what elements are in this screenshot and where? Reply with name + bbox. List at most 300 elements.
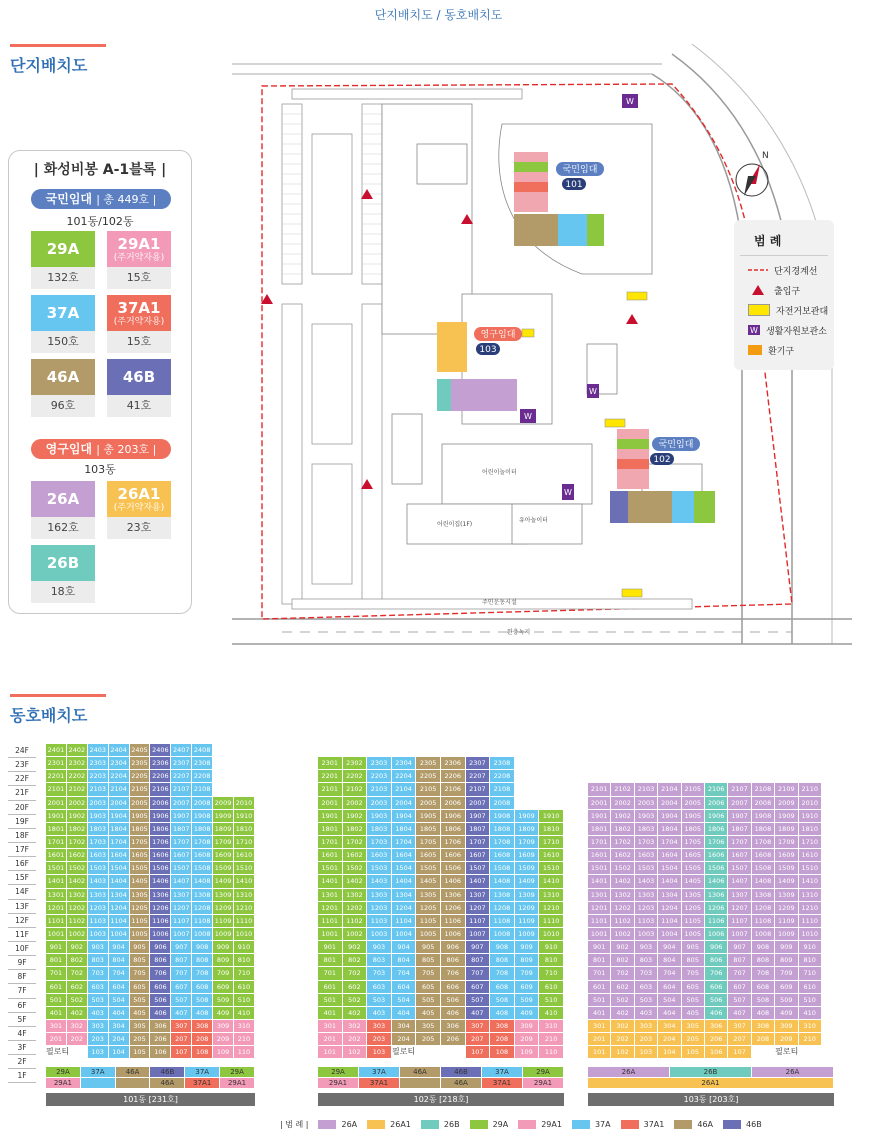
- unit-103-13-2: 1302: [611, 889, 634, 902]
- svg-text:영구임대: 영구임대: [480, 330, 516, 340]
- unit-103-15-1: 1501: [588, 862, 611, 875]
- unit-103-15-9: 1509: [775, 862, 798, 875]
- unit-102-15-2: 1502: [343, 862, 368, 875]
- legend-type-label: 46B: [746, 1120, 762, 1129]
- unit-102-22-4: 2204: [392, 770, 417, 783]
- unit-102-21-8: 2108: [490, 783, 515, 796]
- unit-102-16-5: 1605: [416, 849, 441, 862]
- pilotis-cell: 필로티: [775, 1046, 798, 1059]
- unit-103-21-9: 2109: [775, 783, 798, 796]
- unit-102-4-8: 408: [490, 1007, 515, 1020]
- type-bar-segment: 37A1: [185, 1078, 220, 1088]
- unit-102-3-7: 307: [466, 1020, 491, 1033]
- legend-type-label: 26A1: [390, 1120, 411, 1129]
- unit-102-23-2: 2302: [343, 757, 368, 770]
- floor-label: 20F: [8, 801, 36, 815]
- unit-102-11-1: 1101: [318, 915, 343, 928]
- unit-101-8-9: 809: [213, 954, 234, 967]
- unit-101-11-9: 1109: [213, 915, 234, 928]
- unit-102-17-7: 1707: [466, 836, 491, 849]
- unit-101-1-3: 103: [88, 1046, 109, 1059]
- unit-101-15-2: 1502: [67, 862, 88, 875]
- unit-101-4-6: 406: [150, 1007, 171, 1020]
- unit-101-2-6: 206: [150, 1033, 171, 1046]
- empty-cell: [539, 757, 564, 770]
- bike-icon: [748, 304, 770, 316]
- unit-102-10-6: 1006: [441, 928, 466, 941]
- unit-101-17-6: 1706: [150, 836, 171, 849]
- empty-cell: [515, 797, 540, 810]
- type-bar-segment: 29A: [523, 1067, 564, 1077]
- unit-103-21-8: 2108: [752, 783, 775, 796]
- unit-101-12-4: 1204: [109, 902, 130, 915]
- unit-103-1-1: 101: [588, 1046, 611, 1059]
- unit-103-16-3: 1603: [635, 849, 658, 862]
- unit-101-18-3: 1803: [88, 823, 109, 836]
- unit-101-3-2: 302: [67, 1020, 88, 1033]
- unit-102-16-4: 1604: [392, 849, 417, 862]
- unit-101-14-1: 1401: [46, 875, 67, 888]
- unit-102-1-9: 109: [515, 1046, 540, 1059]
- unit-102-21-3: 2103: [367, 783, 392, 796]
- unit-102-6-3: 603: [367, 981, 392, 994]
- unit-103-13-1: 1301: [588, 889, 611, 902]
- unit-101-11-1: 1101: [46, 915, 67, 928]
- unit-102-8-6: 806: [441, 954, 466, 967]
- unit-103-13-5: 1305: [682, 889, 705, 902]
- unit-102-1-7: 107: [466, 1046, 491, 1059]
- svg-text:103: 103: [479, 345, 497, 355]
- unit-101-5-4: 504: [109, 994, 130, 1007]
- unit-101-22-4: 2204: [109, 770, 130, 783]
- unit-103-17-7: 1707: [728, 836, 751, 849]
- unit-103-5-6: 506: [705, 994, 728, 1007]
- unit-103-4-7: 407: [728, 1007, 751, 1020]
- unit-102-7-4: 704: [392, 967, 417, 980]
- unit-103-1-3: 103: [635, 1046, 658, 1059]
- floor-label: 10F: [8, 942, 36, 956]
- unit-102-16-3: 1603: [367, 849, 392, 862]
- unit-102-10-3: 1003: [367, 928, 392, 941]
- unit-102-11-6: 1106: [441, 915, 466, 928]
- unit-102-16-8: 1608: [490, 849, 515, 862]
- unit-101-8-8: 808: [192, 954, 213, 967]
- type-count: 23호: [107, 517, 171, 539]
- unit-103-20-1: 2001: [588, 797, 611, 810]
- unit-101-18-2: 1802: [67, 823, 88, 836]
- unit-102-15-5: 1505: [416, 862, 441, 875]
- unit-101-16-2: 1602: [67, 849, 88, 862]
- unit-102-1-10: 110: [539, 1046, 564, 1059]
- unit-101-9-10: 910: [234, 941, 255, 954]
- unit-103-16-2: 1602: [611, 849, 634, 862]
- unit-102-4-3: 403: [367, 1007, 392, 1020]
- unit-101-16-8: 1608: [192, 849, 213, 862]
- unit-102-17-3: 1703: [367, 836, 392, 849]
- unit-103-11-7: 1107: [728, 915, 751, 928]
- unit-102-1-8: 108: [490, 1046, 515, 1059]
- unit-102-23-1: 2301: [318, 757, 343, 770]
- unit-101-17-1: 1701: [46, 836, 67, 849]
- unit-103-16-7: 1607: [728, 849, 751, 862]
- unit-101-14-10: 1410: [234, 875, 255, 888]
- unit-102-5-3: 503: [367, 994, 392, 1007]
- unit-102-15-1: 1501: [318, 862, 343, 875]
- type-bar-segment: 26A: [588, 1067, 670, 1077]
- unit-101-16-4: 1604: [109, 849, 130, 862]
- unit-101-8-4: 804: [109, 954, 130, 967]
- unit-type-summary-panel: [8, 150, 192, 614]
- unit-102-13-4: 1304: [392, 889, 417, 902]
- unit-102-19-5: 1905: [416, 810, 441, 823]
- unit-103-20-10: 2010: [799, 797, 822, 810]
- unit-103-10-9: 1009: [775, 928, 798, 941]
- unit-103-11-4: 1104: [658, 915, 681, 928]
- building-101-grid: [46, 744, 255, 1059]
- unit-103-21-3: 2103: [635, 783, 658, 796]
- unit-102-22-7: 2207: [466, 770, 491, 783]
- unit-103-1-6: 106: [705, 1046, 728, 1059]
- unit-101-12-5: 1205: [130, 902, 151, 915]
- unit-101-17-7: 1707: [171, 836, 192, 849]
- unit-101-4-9: 409: [213, 1007, 234, 1020]
- unit-101-15-8: 1508: [192, 862, 213, 875]
- unit-101-13-7: 1307: [171, 889, 192, 902]
- unit-101-2-5: 205: [130, 1033, 151, 1046]
- svg-text:W: W: [589, 387, 597, 396]
- unit-101-17-5: 1705: [130, 836, 151, 849]
- recycling-icon: W: [748, 325, 760, 335]
- unit-101-1-5: 105: [130, 1046, 151, 1059]
- unit-102-21-2: 2102: [343, 783, 368, 796]
- unit-102-7-7: 707: [466, 967, 491, 980]
- unit-102-16-9: 1609: [515, 849, 540, 862]
- unit-101-10-4: 1004: [109, 928, 130, 941]
- unit-103-15-4: 1504: [658, 862, 681, 875]
- unit-102-5-6: 506: [441, 994, 466, 1007]
- legend-swatch: [470, 1120, 488, 1129]
- type-count: 132호: [31, 267, 95, 289]
- unit-101-24-7: 2407: [171, 744, 192, 757]
- empty-cell: [213, 744, 234, 757]
- unit-101-10-8: 1008: [192, 928, 213, 941]
- unit-103-4-3: 403: [635, 1007, 658, 1020]
- unit-102-8-10: 810: [539, 954, 564, 967]
- type-card-46a: [31, 359, 95, 417]
- unit-101-20-7: 2007: [171, 797, 192, 810]
- unit-103-6-3: 603: [635, 981, 658, 994]
- unit-101-5-6: 506: [150, 994, 171, 1007]
- unit-103-18-7: 1807: [728, 823, 751, 836]
- unit-102-23-3: 2303: [367, 757, 392, 770]
- unit-101-13-1: 1301: [46, 889, 67, 902]
- unit-101-11-5: 1105: [130, 915, 151, 928]
- floor-label: 16F: [8, 857, 36, 871]
- unit-101-1-4: 104: [109, 1046, 130, 1059]
- unit-102-8-9: 809: [515, 954, 540, 967]
- unit-103-21-7: 2107: [728, 783, 751, 796]
- unit-101-3-1: 301: [46, 1020, 67, 1033]
- unit-101-8-5: 805: [130, 954, 151, 967]
- unit-101-10-3: 1003: [88, 928, 109, 941]
- pilotis-cell: [416, 1046, 441, 1059]
- unit-103-7-4: 704: [658, 967, 681, 980]
- unit-103-20-5: 2005: [682, 797, 705, 810]
- unit-102-3-8: 308: [490, 1020, 515, 1033]
- unit-101-18-8: 1808: [192, 823, 213, 836]
- unit-101-1-6: 106: [150, 1046, 171, 1059]
- unit-103-5-10: 510: [799, 994, 822, 1007]
- unit-102-12-1: 1201: [318, 902, 343, 915]
- unit-103-5-9: 509: [775, 994, 798, 1007]
- unit-103-11-6: 1106: [705, 915, 728, 928]
- unit-102-19-4: 1904: [392, 810, 417, 823]
- unit-103-1-2: 102: [611, 1046, 634, 1059]
- unit-101-22-5: 2205: [130, 770, 151, 783]
- unit-102-6-4: 604: [392, 981, 417, 994]
- svg-text:W: W: [626, 97, 634, 106]
- unit-103-8-1: 801: [588, 954, 611, 967]
- unit-102-20-2: 2002: [343, 797, 368, 810]
- unit-101-9-1: 901: [46, 941, 67, 954]
- unit-101-6-3: 603: [88, 981, 109, 994]
- unit-101-23-3: 2303: [88, 757, 109, 770]
- unit-101-19-9: 1909: [213, 810, 234, 823]
- national-rental-pill: [31, 189, 171, 209]
- unit-102-4-6: 406: [441, 1007, 466, 1020]
- unit-103-18-10: 1810: [799, 823, 822, 836]
- type-bar-bottom: [46, 1078, 255, 1088]
- unit-103-17-6: 1706: [705, 836, 728, 849]
- unit-101-7-9: 709: [213, 967, 234, 980]
- svg-text:101: 101: [565, 180, 583, 190]
- unit-102-6-2: 602: [343, 981, 368, 994]
- unit-101-12-3: 1203: [88, 902, 109, 915]
- type-bar-segment: [81, 1078, 116, 1088]
- unit-102-20-1: 2001: [318, 797, 343, 810]
- unit-102-4-4: 404: [392, 1007, 417, 1020]
- unit-101-11-8: 1108: [192, 915, 213, 928]
- unit-103-4-4: 404: [658, 1007, 681, 1020]
- unit-102-22-1: 2201: [318, 770, 343, 783]
- unit-101-6-1: 601: [46, 981, 67, 994]
- unit-101-16-3: 1603: [88, 849, 109, 862]
- unit-101-2-9: 209: [213, 1033, 234, 1046]
- empty-cell: [213, 757, 234, 770]
- unit-101-8-2: 802: [67, 954, 88, 967]
- type-bar-segment: 29A: [220, 1067, 255, 1077]
- unit-102-22-2: 2202: [343, 770, 368, 783]
- unit-103-19-3: 1903: [635, 810, 658, 823]
- building-103-grid: [588, 783, 822, 1059]
- unit-102-15-6: 1506: [441, 862, 466, 875]
- unit-103-2-3: 203: [635, 1033, 658, 1046]
- unit-103-14-9: 1409: [775, 875, 798, 888]
- type-bar-segment: 46B: [441, 1067, 482, 1077]
- unit-102-14-9: 1409: [515, 875, 540, 888]
- legend-type-label: 29A1: [541, 1120, 562, 1129]
- unit-102-19-9: 1909: [515, 810, 540, 823]
- unit-101-18-4: 1804: [109, 823, 130, 836]
- unit-101-20-6: 2006: [150, 797, 171, 810]
- unit-103-2-9: 209: [775, 1033, 798, 1046]
- unit-101-15-6: 1506: [150, 862, 171, 875]
- unit-102-9-7: 907: [466, 941, 491, 954]
- unit-101-16-9: 1609: [213, 849, 234, 862]
- unit-102-7-1: 701: [318, 967, 343, 980]
- unit-101-5-10: 510: [234, 994, 255, 1007]
- unit-103-12-6: 1206: [705, 902, 728, 915]
- unit-101-17-4: 1704: [109, 836, 130, 849]
- svg-text:102: 102: [653, 455, 671, 465]
- floor-label: 8F: [8, 970, 36, 984]
- type-name: 29A: [46, 240, 80, 258]
- unit-103-10-3: 1003: [635, 928, 658, 941]
- unit-103-18-3: 1803: [635, 823, 658, 836]
- unit-103-8-7: 807: [728, 954, 751, 967]
- unit-101-15-9: 1509: [213, 862, 234, 875]
- legend-swatch: [572, 1120, 590, 1129]
- type-card-26a1: [107, 481, 171, 539]
- unit-101-1-9: 109: [213, 1046, 234, 1059]
- unit-101-11-3: 1103: [88, 915, 109, 928]
- unit-102-19-7: 1907: [466, 810, 491, 823]
- unit-101-17-10: 1710: [234, 836, 255, 849]
- unit-101-19-4: 1904: [109, 810, 130, 823]
- unit-101-4-2: 402: [67, 1007, 88, 1020]
- unit-102-12-8: 1208: [490, 902, 515, 915]
- unit-101-8-6: 806: [150, 954, 171, 967]
- unit-103-9-3: 903: [635, 941, 658, 954]
- unit-103-4-1: 401: [588, 1007, 611, 1020]
- national-label: 국민임대: [45, 192, 93, 206]
- unit-101-15-10: 1510: [234, 862, 255, 875]
- unit-101-19-7: 1907: [171, 810, 192, 823]
- floor-label: 11F: [8, 928, 36, 942]
- unit-102-6-7: 607: [466, 981, 491, 994]
- unit-103-2-5: 205: [682, 1033, 705, 1046]
- unit-103-5-8: 508: [752, 994, 775, 1007]
- unit-103-10-1: 1001: [588, 928, 611, 941]
- national-buildings: 101동/102동: [66, 215, 134, 228]
- unit-103-7-1: 701: [588, 967, 611, 980]
- unit-103-11-8: 1108: [752, 915, 775, 928]
- type-card-26a: [31, 481, 95, 539]
- floor-label: 19F: [8, 815, 36, 829]
- building-102-grid: [318, 757, 564, 1059]
- unit-102-6-10: 610: [539, 981, 564, 994]
- unit-103-17-3: 1703: [635, 836, 658, 849]
- building-label: 103동 [203호]: [588, 1093, 834, 1106]
- unit-103-5-3: 503: [635, 994, 658, 1007]
- unit-102-15-9: 1509: [515, 862, 540, 875]
- unit-103-5-4: 504: [658, 994, 681, 1007]
- legend-type-label: 29A: [492, 1120, 509, 1129]
- unit-103-10-8: 1008: [752, 928, 775, 941]
- site-section-header: [10, 44, 106, 76]
- unit-103-6-7: 607: [728, 981, 751, 994]
- unit-103-11-1: 1101: [588, 915, 611, 928]
- unit-102-5-9: 509: [515, 994, 540, 1007]
- unit-102-14-6: 1406: [441, 875, 466, 888]
- unit-103-10-7: 1007: [728, 928, 751, 941]
- unit-101-4-7: 407: [171, 1007, 192, 1020]
- unit-102-4-7: 407: [466, 1007, 491, 1020]
- unit-101-14-3: 1403: [88, 875, 109, 888]
- unit-103-21-4: 2104: [658, 783, 681, 796]
- unit-103-19-4: 1904: [658, 810, 681, 823]
- type-bar-segment: 46A: [400, 1067, 441, 1077]
- unit-102-7-5: 705: [416, 967, 441, 980]
- unit-101-6-2: 602: [67, 981, 88, 994]
- unit-102-10-1: 1001: [318, 928, 343, 941]
- unit-103-6-1: 601: [588, 981, 611, 994]
- unit-102-18-2: 1802: [343, 823, 368, 836]
- unit-102-22-3: 2203: [367, 770, 392, 783]
- permanent-total: | 총 203호 |: [96, 443, 157, 456]
- unit-101-7-10: 710: [234, 967, 255, 980]
- unit-101-12-8: 1208: [192, 902, 213, 915]
- unit-101-12-10: 1210: [234, 902, 255, 915]
- unit-102-3-9: 309: [515, 1020, 540, 1033]
- unit-103-7-2: 702: [611, 967, 634, 980]
- unit-103-5-5: 505: [682, 994, 705, 1007]
- unit-103-6-2: 602: [611, 981, 634, 994]
- floor-label: 14F: [8, 885, 36, 899]
- legend-type-label: 46A: [697, 1120, 714, 1129]
- type-note: (주거약자용): [113, 317, 165, 327]
- unit-103-18-9: 1809: [775, 823, 798, 836]
- unit-101-12-6: 1206: [150, 902, 171, 915]
- unit-102-5-1: 501: [318, 994, 343, 1007]
- unit-101-10-9: 1009: [213, 928, 234, 941]
- unit-103-19-2: 1902: [611, 810, 634, 823]
- unit-101-20-2: 2002: [67, 797, 88, 810]
- type-count: 150호: [31, 331, 95, 353]
- type-name: 46A: [46, 368, 80, 386]
- unit-101-3-5: 305: [130, 1020, 151, 1033]
- unit-103-7-9: 709: [775, 967, 798, 980]
- unit-103-14-7: 1407: [728, 875, 751, 888]
- floor-label: 9F: [8, 956, 36, 970]
- unit-101-5-7: 507: [171, 994, 192, 1007]
- unit-102-10-8: 1008: [490, 928, 515, 941]
- unit-101-13-8: 1308: [192, 889, 213, 902]
- unit-103-6-8: 608: [752, 981, 775, 994]
- unit-101-4-10: 410: [234, 1007, 255, 1020]
- unit-102-13-7: 1307: [466, 889, 491, 902]
- unit-102-14-10: 1410: [539, 875, 564, 888]
- unit-103-3-8: 308: [752, 1020, 775, 1033]
- unit-103-6-10: 610: [799, 981, 822, 994]
- unit-102-15-7: 1507: [466, 862, 491, 875]
- unit-103-3-1: 301: [588, 1020, 611, 1033]
- unit-101-16-5: 1605: [130, 849, 151, 862]
- unit-102-9-4: 904: [392, 941, 417, 954]
- unit-102-3-3: 303: [367, 1020, 392, 1033]
- unit-101-19-8: 1908: [192, 810, 213, 823]
- unit-102-2-9: 209: [515, 1033, 540, 1046]
- unit-103-16-9: 1609: [775, 849, 798, 862]
- unit-101-4-1: 401: [46, 1007, 67, 1020]
- unit-103-3-10: 310: [799, 1020, 822, 1033]
- unit-103-18-2: 1802: [611, 823, 634, 836]
- unit-102-17-6: 1706: [441, 836, 466, 849]
- unit-102-3-6: 306: [441, 1020, 466, 1033]
- unit-101-23-2: 2302: [67, 757, 88, 770]
- empty-cell: [515, 783, 540, 796]
- unit-section-title: 동호배치도: [10, 706, 88, 725]
